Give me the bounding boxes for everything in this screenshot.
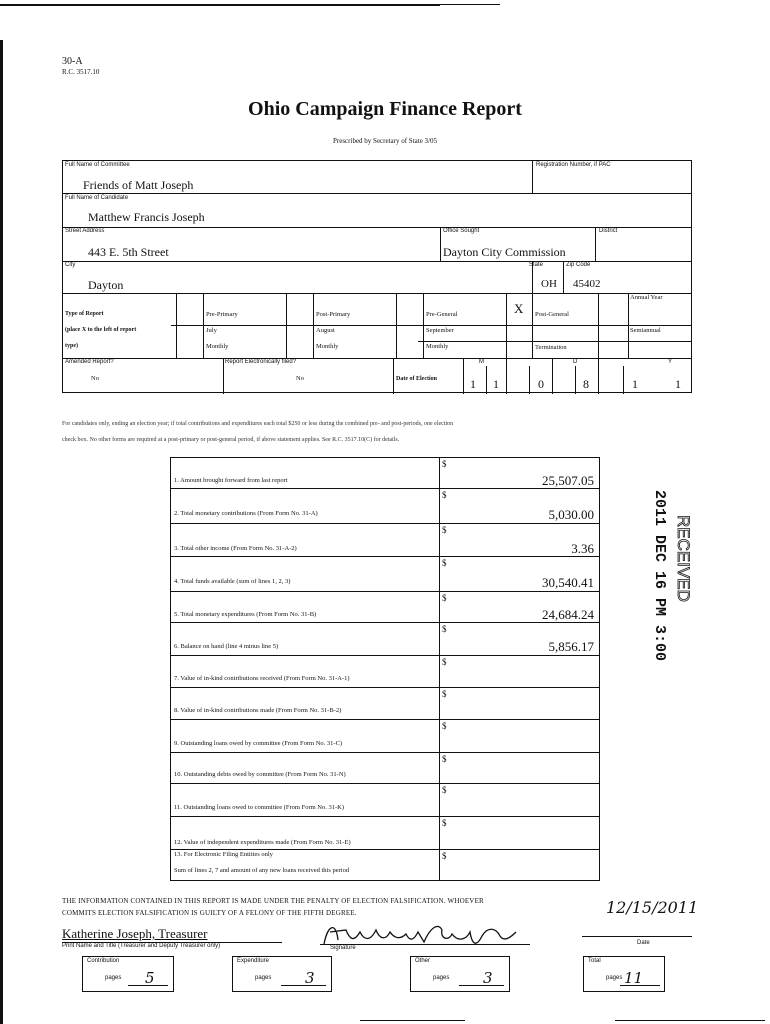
bottom-rule — [360, 1020, 465, 1021]
received-stamp-text: RECEIVED — [674, 515, 693, 602]
row-description: 11. Outstanding loans owed to committee (From Form No. 31-K) — [174, 804, 345, 811]
summary-row — [170, 556, 600, 592]
expenditure-pages-box — [232, 956, 332, 992]
dollar-sign: $ — [442, 558, 447, 568]
other-pages-box — [410, 956, 510, 992]
certification-statement — [62, 895, 622, 919]
row-description: 2. Total monetary contributions (From Form No. 31-A) — [174, 510, 318, 517]
row-description: 7. Value of in-kind contributions received (From Form No. 31-A-1) — [174, 675, 350, 682]
pages-box-value: 3 — [483, 969, 493, 987]
rc-reference: R.C. 3517.10 — [62, 68, 100, 76]
left-edge-bar — [0, 40, 3, 1024]
row-description: 8. Value of in-kind contributions made (From Form No. 31-B-2) — [174, 707, 342, 714]
pages-box-label: pages — [433, 975, 450, 981]
option-august: August — [316, 327, 335, 334]
state-value: OH — [541, 278, 557, 290]
row-amount: 24,684.24 — [542, 607, 594, 622]
row-description: 13. For Electronic Filing Entities only — [174, 851, 273, 858]
date-label: Date — [637, 940, 650, 946]
notice-line: For candidates only, ending an election year; if total contributions and expenditures each total $250 or less during the combined pre- and post-periods, one election — [62, 421, 454, 427]
street-value: 443 E. 5th Street — [88, 245, 169, 259]
option-pre-general: Pre-General — [426, 311, 458, 318]
pages-box-value: 3 — [305, 969, 315, 987]
summary-row — [170, 591, 600, 623]
option-mark-x: X — [514, 301, 524, 316]
form-number: 30-A — [62, 56, 83, 67]
total-pages-box — [583, 956, 665, 992]
dollar-sign: $ — [442, 785, 447, 795]
date-digit: 0 — [538, 377, 544, 391]
dollar-sign: $ — [442, 851, 447, 861]
option-pre-primary: Pre-Primary — [206, 311, 238, 318]
row-description: 1. Amount brought forward from last report — [174, 477, 288, 484]
option-annual: Annual Year — [630, 294, 663, 301]
signature-label: Signature — [330, 945, 356, 951]
summary-row — [170, 457, 600, 489]
option-termination: Termination — [535, 344, 567, 351]
date-stamp-text: 2011 DEC 16 PM 3:00 — [651, 490, 668, 662]
office-label: Office Sought — [443, 228, 480, 234]
option-post-primary: Post-Primary — [316, 311, 351, 318]
summary-row — [170, 687, 600, 720]
prescribed-note: Prescribed by Secretary of State 3/05 — [333, 137, 437, 145]
dollar-sign: $ — [442, 689, 447, 699]
bottom-rule — [615, 1020, 765, 1021]
signed-date: 12/15/2011 — [606, 898, 699, 917]
zip-value: 45402 — [573, 278, 601, 290]
pages-box-title: Contribution — [87, 958, 120, 964]
row-amount: 5,030.00 — [548, 507, 594, 522]
date-digit: 8 — [583, 377, 589, 391]
registration-label: Registration Number, if PAC — [536, 162, 611, 168]
row-description: 12. Value of independent expenditures made (From Form No. 31-E) — [174, 839, 351, 846]
summary-row — [170, 849, 600, 881]
pages-box-value: 11 — [624, 969, 644, 987]
contribution-pages-box — [82, 956, 174, 992]
dollar-sign: $ — [442, 459, 447, 469]
row-description-2: Sum of lines 2, 7 and amount of any new loans received this period — [174, 867, 350, 874]
date-digit: 1 — [470, 377, 476, 391]
street-label: Street Address — [65, 228, 105, 234]
option-post-general: Post-General — [535, 311, 569, 318]
summary-row — [170, 816, 600, 850]
date-digit: 1 — [675, 377, 681, 391]
pages-box-label: pages — [255, 975, 272, 981]
summary-row — [170, 622, 600, 656]
printed-name: Katherine Joseph, Treasurer — [62, 926, 208, 941]
dollar-sign: $ — [442, 657, 447, 667]
district-label: District — [599, 228, 618, 234]
received-stamp-graphic — [670, 505, 698, 625]
report-type-instruction-2: type) — [65, 343, 78, 349]
option-july: July — [206, 327, 217, 334]
dollar-sign: $ — [442, 754, 447, 764]
dollar-sign: $ — [442, 624, 447, 634]
day-label: D — [573, 359, 578, 365]
top-edge-line-short — [440, 4, 500, 5]
row-description: 6. Balance on hand (line 4 minus line 5) — [174, 643, 279, 650]
form-code — [62, 56, 99, 78]
row-amount: 25,507.05 — [542, 473, 594, 488]
summary-row — [170, 783, 600, 817]
dollar-sign: $ — [442, 525, 447, 535]
notice-line: check box. No other forms are required at a post-primary or post-general period, if above statement applies. See R.C. 3517.10(C) for details. — [62, 437, 400, 443]
summary-row — [170, 752, 600, 784]
option-august-monthly: Monthly — [316, 343, 339, 350]
office-value: Dayton City Commission — [443, 245, 566, 259]
committee-name-value: Friends of Matt Joseph — [83, 178, 194, 192]
received-stamp — [670, 505, 698, 625]
committee-name-label: Full Name of Committee — [65, 162, 130, 168]
dollar-sign: $ — [442, 818, 447, 828]
pages-box-title: Total — [588, 958, 601, 964]
pages-box-label: pages — [606, 975, 623, 981]
option-september: September — [426, 327, 454, 334]
summary-row — [170, 655, 600, 688]
row-amount: 5,856.17 — [548, 639, 594, 654]
row-description: 5. Total monetary expenditures (From Form No. 31-B) — [174, 611, 317, 618]
top-edge-line — [0, 4, 440, 6]
committee-info-block — [62, 160, 692, 393]
amended-label: Amended Report? — [65, 359, 114, 365]
summary-row — [170, 523, 600, 557]
report-type-instruction: (place X to the left of report — [65, 327, 137, 333]
notice-text — [62, 416, 702, 448]
row-amount: 3.36 — [571, 541, 594, 556]
dollar-sign: $ — [442, 721, 447, 731]
date-digit: 1 — [632, 377, 638, 391]
year-label: Y — [668, 359, 673, 365]
dollar-sign: $ — [442, 593, 447, 603]
date-digit: 1 — [493, 377, 499, 391]
summary-row — [170, 488, 600, 524]
candidate-name-value: Matthew Francis Joseph — [88, 210, 205, 224]
row-description: 10. Outstanding debts owed by committee (From Form No. 31-N) — [174, 771, 346, 778]
state-label: State — [529, 262, 544, 268]
page-title: Ohio Campaign Finance Report — [248, 98, 522, 120]
election-date-label: Date of Election — [396, 376, 437, 382]
printed-name-label: Print Name and Title (Treasurer and Deputy Treasurer only) — [62, 943, 221, 949]
report-type-label: Type of Report — [65, 311, 104, 317]
pages-box-value: 5 — [145, 969, 155, 987]
summary-row — [170, 719, 600, 753]
option-july-monthly: Monthly — [206, 343, 229, 350]
option-september-monthly: Monthly — [426, 343, 449, 350]
zip-label: Zip Code — [566, 262, 591, 268]
city-value: Dayton — [88, 278, 124, 292]
electronic-label: Report Electronically filed? — [225, 359, 297, 365]
dollar-sign: $ — [442, 490, 447, 500]
row-amount: 30,540.41 — [542, 575, 594, 590]
date-stamp-graphic — [640, 490, 668, 662]
certification-line: COMMITS ELECTION FALSIFICATION IS GUILTY OF A FELONY OF THE FIFTH DEGREE. — [62, 909, 357, 917]
pages-box-label: pages — [105, 975, 122, 981]
date-stamp — [640, 490, 668, 662]
month-label: M — [479, 359, 484, 365]
city-label: City — [65, 262, 76, 268]
row-description: 9. Outstanding loans owed by committee (From Form No. 31-C) — [174, 740, 343, 747]
row-description: 4. Total funds available (sum of lines 1, 2, 3) — [174, 578, 291, 585]
certification-line: THE INFORMATION CONTAINED IN THIS REPORT IS MADE UNDER THE PENALTY OF ELECTION FALSIFICATION. WHOEVER — [62, 897, 484, 905]
candidate-name-label: Full Name of Candidate — [65, 195, 129, 201]
option-semiannual: Semiannual — [630, 327, 661, 334]
pages-box-title: Other — [415, 958, 431, 964]
electronic-value: No — [296, 375, 304, 382]
pages-box-title: Expenditure — [237, 958, 270, 964]
amended-value: No — [91, 375, 99, 382]
row-description: 3. Total other income (From Form No. 31-A-2) — [174, 545, 297, 552]
